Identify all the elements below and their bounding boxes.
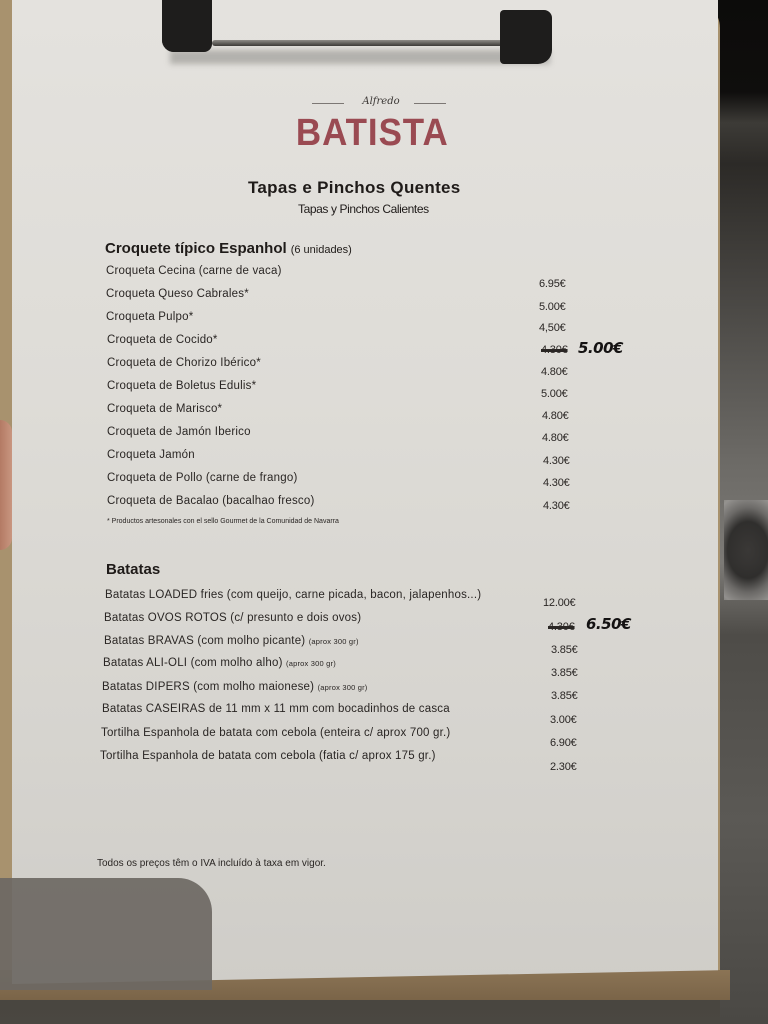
handwritten-price: 6.50€ (586, 615, 631, 633)
menu-item-label: Batatas BRAVAS (com molho picante) (104, 635, 306, 647)
menu-item-name: Batatas LOADED fries (com queijo, carne picada, bacon, jalapenhos...) (105, 589, 482, 601)
menu-item-price: 4.80€ (542, 432, 569, 444)
menu-item-name: Croqueta Queso Cabrales* (106, 288, 249, 300)
menu-item-price: 6.90€ (550, 737, 577, 749)
clip-left-grip (162, 0, 212, 52)
menu-item-name: Batatas CASEIRAS de 11 mm x 11 mm com bocadinhos de casca (102, 703, 450, 715)
menu-item-name: Croqueta de Bacalao (bacalhao fresco) (107, 495, 315, 507)
menu-item-name (102, 681, 367, 693)
menu-item-name: Croqueta Pulpo* (106, 311, 194, 323)
menu-item-note: (aprox 300 gr) (317, 683, 368, 692)
menu-subtitle: Tapas y Pinchos Calientes (298, 202, 429, 216)
menu-item-name: Croqueta de Chorizo Ibérico* (107, 357, 261, 369)
menu-item-name: Croqueta Cecina (carne de vaca) (106, 265, 282, 277)
menu-item-price: 6.95€ (539, 278, 566, 290)
menu-item-name (103, 657, 336, 669)
menu-item-name: Croqueta de Pollo (carne de frango) (107, 472, 298, 484)
menu-item-price: 12.00€ (543, 597, 576, 609)
menu-item-price: 4.80€ (541, 366, 568, 378)
menu-item-note: (aprox 300 gr) (308, 637, 359, 646)
menu-item-price: 5.00€ (541, 388, 568, 400)
struck-price: 4.30€ (548, 621, 575, 633)
menu-item-price: 3.85€ (551, 667, 578, 679)
clip-shadow (170, 50, 550, 64)
menu-item-price: 2.30€ (550, 761, 577, 773)
menu-item-name: Tortilha Espanhola de batata com cebola (enteira c/ aprox 700 gr.) (101, 727, 451, 739)
menu-item-label: Batatas DIPERS (com molho maionese) (102, 681, 315, 693)
menu-item-price: 3.85€ (551, 690, 578, 702)
menu-item-price: 4.30€ (543, 477, 570, 489)
section-qualifier: (6 unidades) (290, 244, 352, 256)
menu-item-price: 4.80€ (542, 410, 569, 422)
hand-shadow (0, 878, 212, 990)
menu-item-name (104, 635, 359, 647)
menu-item-price: 4.30€ (543, 500, 570, 512)
menu-item-price: 4,50€ (539, 322, 566, 334)
menu-item-price: 3.00€ (550, 714, 577, 726)
section-heading-croquetes (105, 240, 352, 257)
menu-item-label: Batatas ALI-OLI (com molho alho) (103, 657, 283, 669)
brand-logo: BATISTA (295, 112, 449, 154)
background-car-wheel (724, 500, 768, 600)
menu-item-price: 3.85€ (551, 644, 578, 656)
brand-script: Alfredo (362, 96, 400, 107)
menu-item-name: Croqueta de Jamón Iberico (107, 426, 251, 438)
finger (0, 420, 12, 550)
menu-item-name: Croqueta Jamón (107, 449, 195, 461)
section-title: Croquete típico Espanhol (105, 240, 287, 257)
struck-price: 4.30€ (541, 344, 568, 356)
section-heading-batatas: Batatas (106, 561, 161, 578)
tax-note: Todos os preços têm o IVA incluído à taxa em vigor. (97, 858, 326, 869)
clip-right-grip (500, 10, 552, 64)
menu-item-name: Croqueta de Cocido* (107, 334, 218, 346)
handwritten-price: 5.00€ (578, 339, 623, 357)
menu-item-note: (aprox 300 gr) (286, 659, 336, 668)
clip-wire (212, 40, 512, 46)
menu-item-price: 5.00€ (539, 301, 566, 313)
menu-item-name: Croqueta de Boletus Edulis* (107, 380, 257, 392)
menu-item-name: Tortilha Espanhola de batata com cebola (fatia c/ aprox 175 gr.) (100, 750, 436, 762)
menu-title: Tapas e Pinchos Quentes (248, 178, 461, 197)
menu-item-price: 4.30€ (543, 455, 570, 467)
footnote: * Productos artesonales con el sello Gourmet de la Comunidad de Navarra (107, 518, 339, 525)
menu-item-name: Croqueta de Marisco* (107, 403, 223, 415)
menu-item-name: Batatas OVOS ROTOS (c/ presunto e dois ovos) (104, 612, 362, 624)
